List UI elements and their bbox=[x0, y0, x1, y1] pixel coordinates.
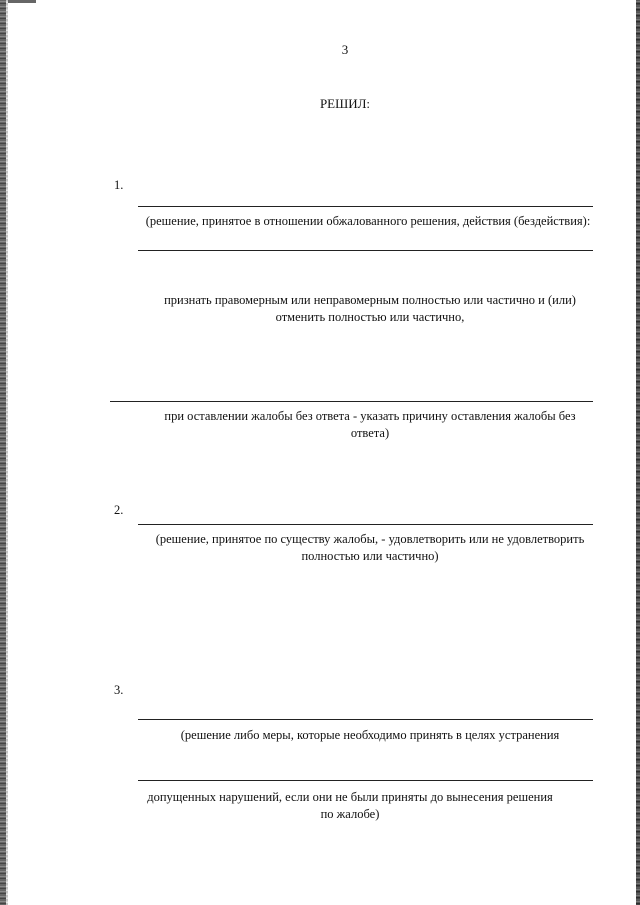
item-1-caption-2-line-1: признать правомерным или неправомерным полностью или частично и (или) bbox=[164, 293, 576, 307]
item-1-number: 1. bbox=[114, 178, 124, 192]
item-3-caption-2-line-1: допущенных нарушений, если они не были приняты до вынесения решения bbox=[147, 790, 553, 804]
item-1-caption-3-line-1: при оставлении жалобы без ответа - указать причину оставления жалобы без bbox=[164, 409, 576, 423]
item-1-blank-line-2 bbox=[138, 250, 593, 251]
scan-edge-left-inner bbox=[6, 0, 8, 905]
item-1-blank-line bbox=[138, 206, 593, 207]
item-2-number: 2. bbox=[114, 503, 124, 517]
item-2-caption-line-2: полностью или частично) bbox=[301, 549, 439, 563]
scan-edge-right bbox=[636, 0, 640, 905]
item-2-caption-line-1: (решение, принятое по существу жалобы, - удовлетворить или не удовлетворить bbox=[155, 532, 585, 546]
page-heading: РЕШИЛ: bbox=[319, 96, 371, 111]
item-3-caption-2-line-2: по жалобе) bbox=[320, 807, 380, 821]
item-1-caption-1: (решение, принятое в отношении обжалованного решения, действия (бездействия): bbox=[145, 214, 591, 228]
item-3-caption-1: (решение либо меры, которые необходимо принять в целях устранения bbox=[180, 728, 560, 742]
item-3-number: 3. bbox=[114, 683, 124, 697]
item-2-blank-line bbox=[138, 524, 593, 525]
item-1-blank-line-3 bbox=[110, 401, 593, 402]
page-number: 3 bbox=[341, 42, 349, 57]
item-1-caption-2-line-2: отменить полностью или частично, bbox=[275, 310, 465, 324]
scan-top-mark bbox=[8, 0, 36, 3]
item-3-blank-line bbox=[138, 719, 593, 720]
item-3-blank-line-2 bbox=[138, 780, 593, 781]
item-1-caption-3-line-2: ответа) bbox=[350, 426, 390, 440]
